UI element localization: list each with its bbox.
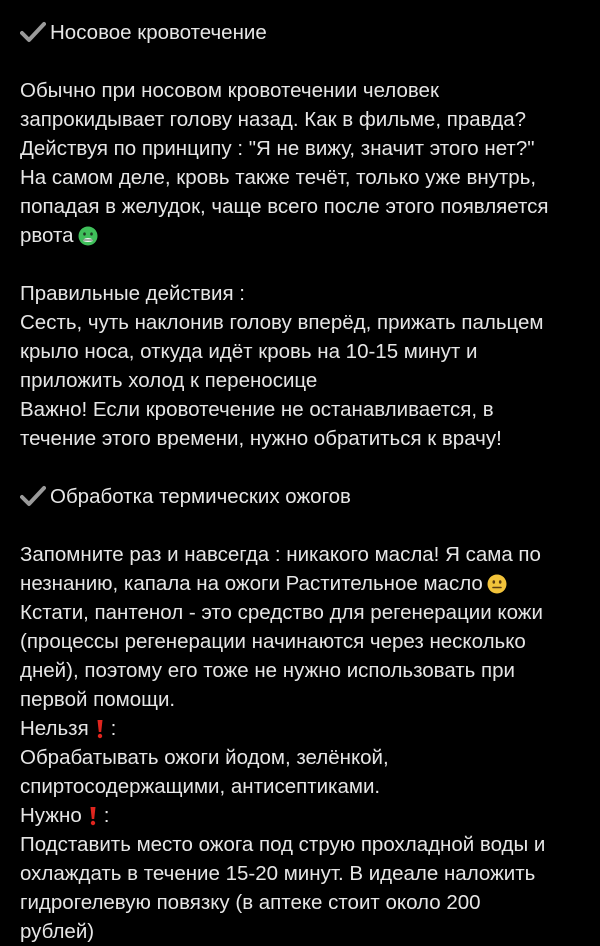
text-fragment: рвота bbox=[20, 224, 74, 247]
text-fragment: незнанию, капала на ожоги Растительное масло bbox=[20, 572, 483, 595]
section-heading-burns bbox=[20, 482, 590, 511]
text-line: Подставить место ожога под струю прохладной воды и bbox=[20, 833, 546, 856]
text-line: запрокидывает голову назад. Как в фильме, правда? bbox=[20, 108, 527, 131]
text-line: первой помощи. bbox=[20, 688, 176, 711]
text-line: На самом деле, кровь также течёт, только уже внутрь, bbox=[20, 166, 537, 189]
text-line-with-emoji bbox=[20, 221, 590, 250]
text-line-with-emoji bbox=[20, 569, 590, 598]
text-line: попадая в желудок, чаще всего после этого появляется bbox=[20, 195, 549, 218]
text-line: Обычно при носовом кровотечении человек bbox=[20, 79, 439, 102]
text-line: дней), поэтому его тоже не нужно использовать при bbox=[20, 659, 516, 682]
text-line: приложить холод к переносице bbox=[20, 369, 318, 392]
heading-text: Обработка термических ожогов bbox=[50, 485, 351, 508]
text-line: охлаждать в течение 15-20 минут. В идеале наложить bbox=[20, 862, 536, 885]
text-line: Обрабатывать ожоги йодом, зелёнкой, bbox=[20, 746, 389, 769]
check-mark-icon bbox=[20, 485, 46, 507]
section-heading-nosebleed bbox=[20, 18, 590, 47]
text-line: Действуя по принципу : "Я не вижу, значит этого нет?" bbox=[20, 137, 535, 160]
forbidden-label-line bbox=[20, 714, 590, 743]
required-label-line bbox=[20, 801, 590, 830]
red-exclamation-icon bbox=[95, 718, 105, 738]
text-line: течение этого времени, нужно обратиться к врачу! bbox=[20, 427, 502, 450]
neutral-face-icon bbox=[487, 573, 507, 593]
text-line: спиртосодержащими, антисептиками. bbox=[20, 775, 381, 798]
text-line: Правильные действия : bbox=[20, 282, 245, 305]
colon: : bbox=[103, 804, 110, 827]
text-line: Запомните раз и навсегда : никакого масла! Я сама по bbox=[20, 543, 541, 566]
text-line: Важно! Если кровотечение не останавливается, в bbox=[20, 398, 494, 421]
red-exclamation-icon bbox=[88, 805, 98, 825]
text-line: рублей) bbox=[20, 920, 95, 943]
forbidden-label: Нельзя bbox=[20, 717, 89, 740]
text-line: гидрогелевую повязку (в аптеке стоит около 200 bbox=[20, 891, 481, 914]
text-line: Кстати, пантенол - это средство для регенерации кожи bbox=[20, 601, 543, 624]
text-line: крыло носа, откуда идёт кровь на 10-15 минут и bbox=[20, 340, 478, 363]
article-text bbox=[20, 18, 590, 946]
heading-text: Носовое кровотечение bbox=[50, 21, 267, 44]
colon: : bbox=[110, 717, 117, 740]
nauseated-face-icon bbox=[78, 225, 98, 245]
check-mark-icon bbox=[20, 21, 46, 43]
required-label: Нужно bbox=[20, 804, 82, 827]
text-line: (процессы регенерации начинаются через несколько bbox=[20, 630, 526, 653]
text-line: Сесть, чуть наклонив голову вперёд, прижать пальцем bbox=[20, 311, 544, 334]
